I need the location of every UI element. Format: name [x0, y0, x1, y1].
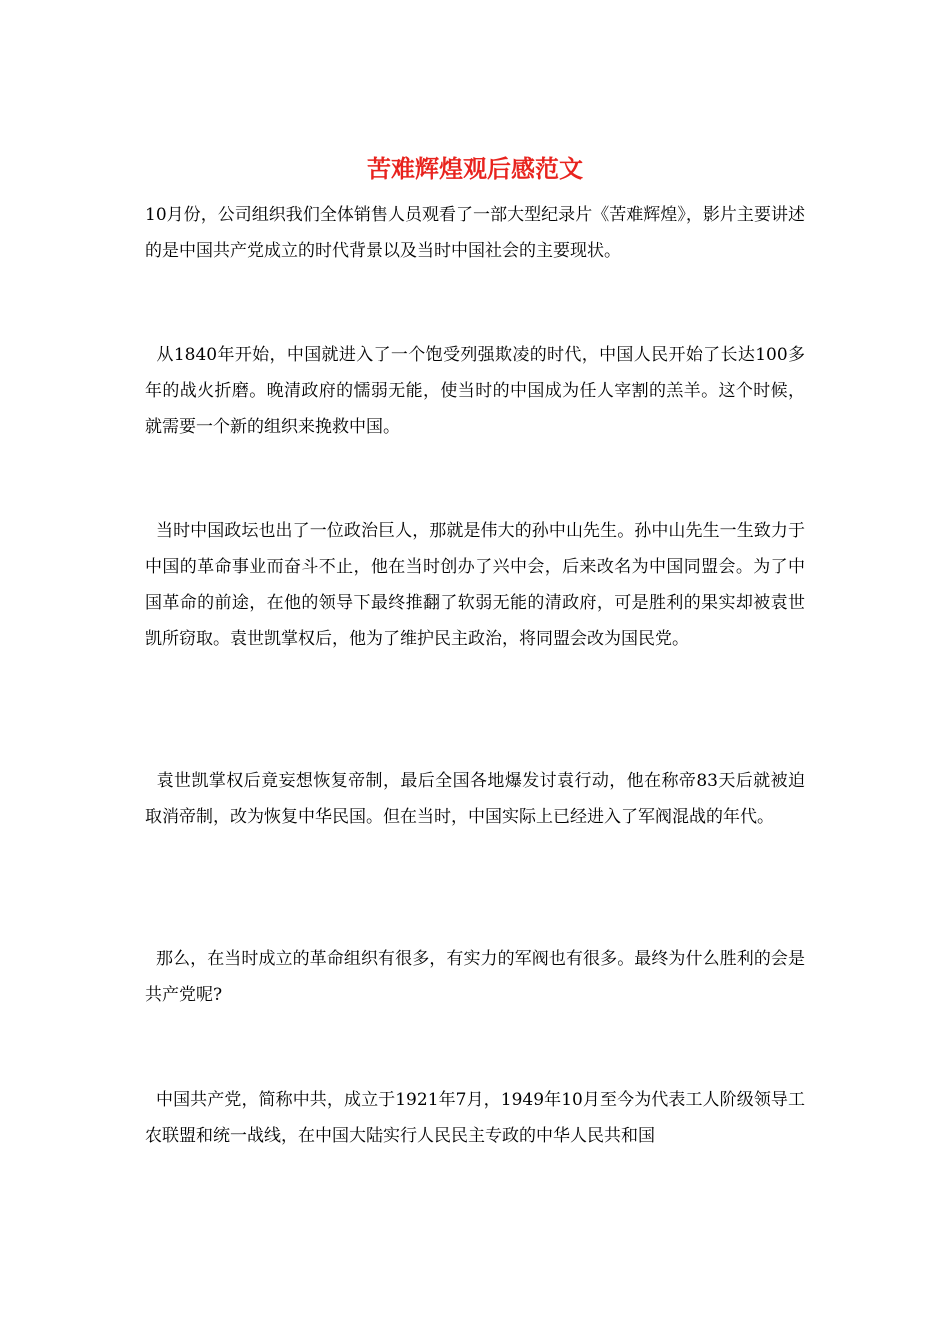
paragraph-5: 那么，在当时成立的革命组织有很多，有实力的军阀也有很多。最终为什么胜利的会是共产党呢?	[145, 949, 806, 1005]
document-title: 苦难辉煌观后感范文	[367, 154, 583, 183]
paragraph-2: 从1840年开始，中国就进入了一个饱受列强欺凌的时代，中国人民开始了长达100多年的战火折磨。晚清政府的懦弱无能，使当时的中国成为任人宰割的羔羊。这个时候，就需要一个新的组织来挽救中国。	[145, 345, 806, 437]
paragraph-3: 当时中国政坛也出了一位政治巨人，那就是伟大的孙中山先生。孙中山先生一生致力于中国的革命事业而奋斗不止，他在当时创办了兴中会，后来改名为中国同盟会。为了中国革命的前途，在他的领导下最终推翻了软弱无能的清政府，可是胜利的果实却被袁世凯所窃取。袁世凯掌权后，他为了维护民主政治，将同盟会改为国民党。	[145, 521, 806, 649]
paragraph-1: 10月份，公司组织我们全体销售人员观看了一部大型纪录片《苦难辉煌》，影片主要讲述的是中国共产党成立的时代背景以及当时中国社会的主要现状。	[145, 205, 805, 261]
paragraph-4: 袁世凯掌权后竟妄想恢复帝制，最后全国各地爆发讨袁行动，他在称帝83天后就被迫取消帝制，改为恢复中华民国。但在当时，中国实际上已经进入了军阀混战的年代。	[145, 771, 805, 827]
paragraph-6: 中国共产党，简称中共，成立于1921年7月，1949年10月至今为代表工人阶级领导工农联盟和统一战线，在中国大陆实行人民民主专政的中华人民共和国	[145, 1090, 805, 1146]
